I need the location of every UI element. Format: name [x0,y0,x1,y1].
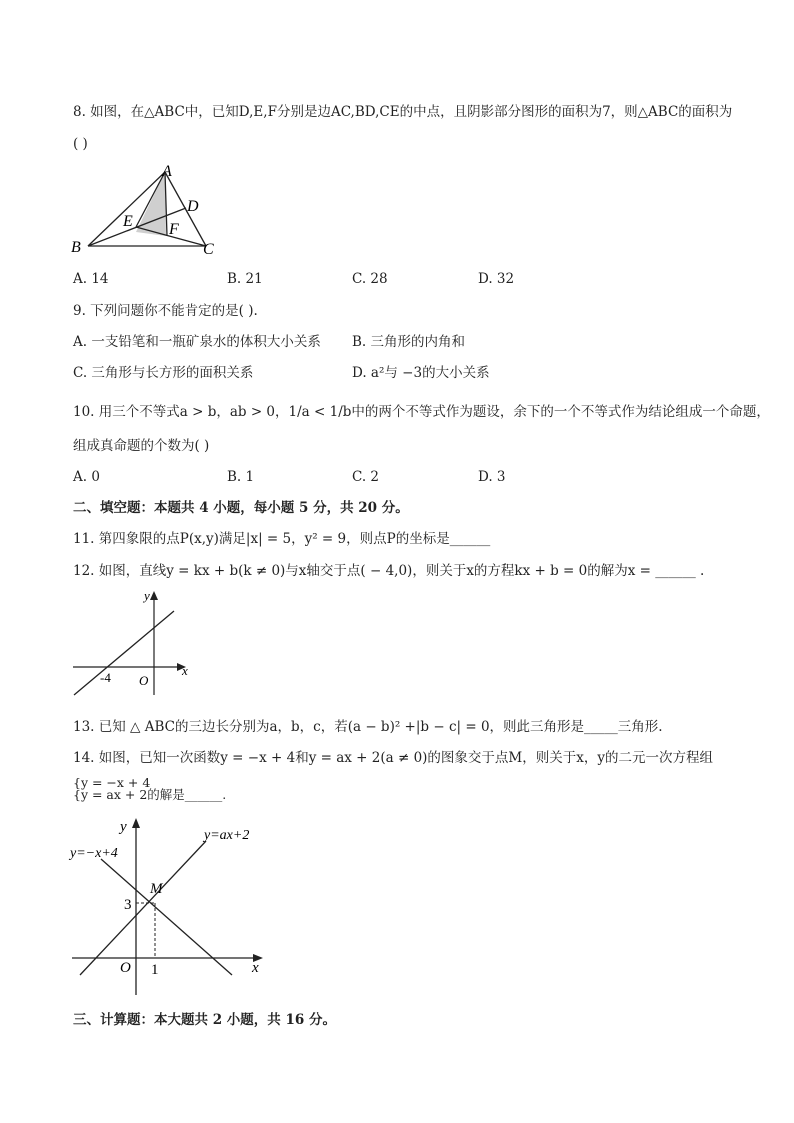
q10-stem-continued: 组成真命题的个数为( ) [73,438,210,454]
q13-stem: 13. 已知 △ ABC的三边长分别为a，b，c，若(a − b)² +|b − c| = 0，则此三角形是_____三角形. [73,719,663,735]
label-E: E [123,213,133,230]
q14-x-label: x [252,960,259,976]
q14-line1-label: y=−x+4 [70,846,118,861]
q12-tick-minus4: -4 [100,670,111,685]
q12-x-label: x [182,663,188,678]
label-D: D [187,198,199,215]
q14-system-eq1: {y = −x + 4 [73,775,151,790]
label-B: B [71,239,81,256]
q8-answer-paren: ( ) [73,136,88,152]
q14-y-label: y [120,819,127,835]
q12-origin-label: O [139,673,149,688]
q9-option-b: B. 三角形的内角和 [352,334,466,350]
q12-stem: 12. 如图，直线y = kx + b(k ≠ 0)与x轴交于点( − 4,0)，则关于x的方程kx + b = 0的解为x = ______ . [73,563,705,579]
q14-stem: 14. 如图，已知一次函数y = −x + 4和y = ax + 2(a ≠ 0)的图象交于点M，则关于x，y的二元一次方程组 [73,750,713,766]
q8-stem: 8. 如图，在△ABC中，已知D,E,F分别是边AC,BD,CE的中点，且阴影部分图形的面积为7，则△ABC的面积为 [73,104,733,120]
q14-origin-label: O [120,960,131,976]
q8-option-a: A. 14 [73,271,109,287]
q14-tick-1: 1 [151,962,159,978]
q14-system-eq2: {y = ax + 2的解是______. [73,787,227,802]
label-F: F [169,221,179,238]
q8-option-c: C. 28 [352,271,388,287]
label-C: C [203,241,214,258]
section-3-heading: 三、计算题：本大题共 2 小题，共 16 分。 [73,1012,336,1028]
q12-y-label: y [144,588,150,603]
q8-option-d: D. 32 [478,271,515,287]
q10-option-b: B. 1 [227,469,255,485]
q14-point-m-label: M [150,881,163,897]
q10-option-c: C. 2 [352,469,380,485]
q14-line2-label: y=ax+2 [204,828,250,843]
q12-line-graph [68,585,198,700]
q8-triangle-figure [68,160,228,260]
q14-tick-3: 3 [124,897,132,913]
q9-option-c: C. 三角形与长方形的面积关系 [73,365,254,381]
q11-stem: 11. 第四象限的点P(x,y)满足|x| = 5，y² = 9，则点P的坐标是______ [73,531,491,547]
q9-option-d: D. a²与 −3的大小关系 [352,365,490,381]
q9-option-a: A. 一支铅笔和一瓶矿泉水的体积大小关系 [73,334,321,350]
q10-option-d: D. 3 [478,469,506,485]
q10-option-a: A. 0 [73,469,100,485]
q9-stem: 9. 下列问题你不能肯定的是( ). [73,303,258,319]
q10-stem: 10. 用三个不等式a > b，ab > 0，1/a < 1/b中的两个不等式作为题设，余下的一个不等式作为结论组成一个命题， [73,404,770,420]
section-2-heading: 二、填空题：本题共 4 小题，每小题 5 分，共 20 分。 [73,500,409,516]
label-A: A [162,163,172,180]
q14-intersection-graph [66,815,276,1000]
q8-option-b: B. 21 [227,271,263,287]
